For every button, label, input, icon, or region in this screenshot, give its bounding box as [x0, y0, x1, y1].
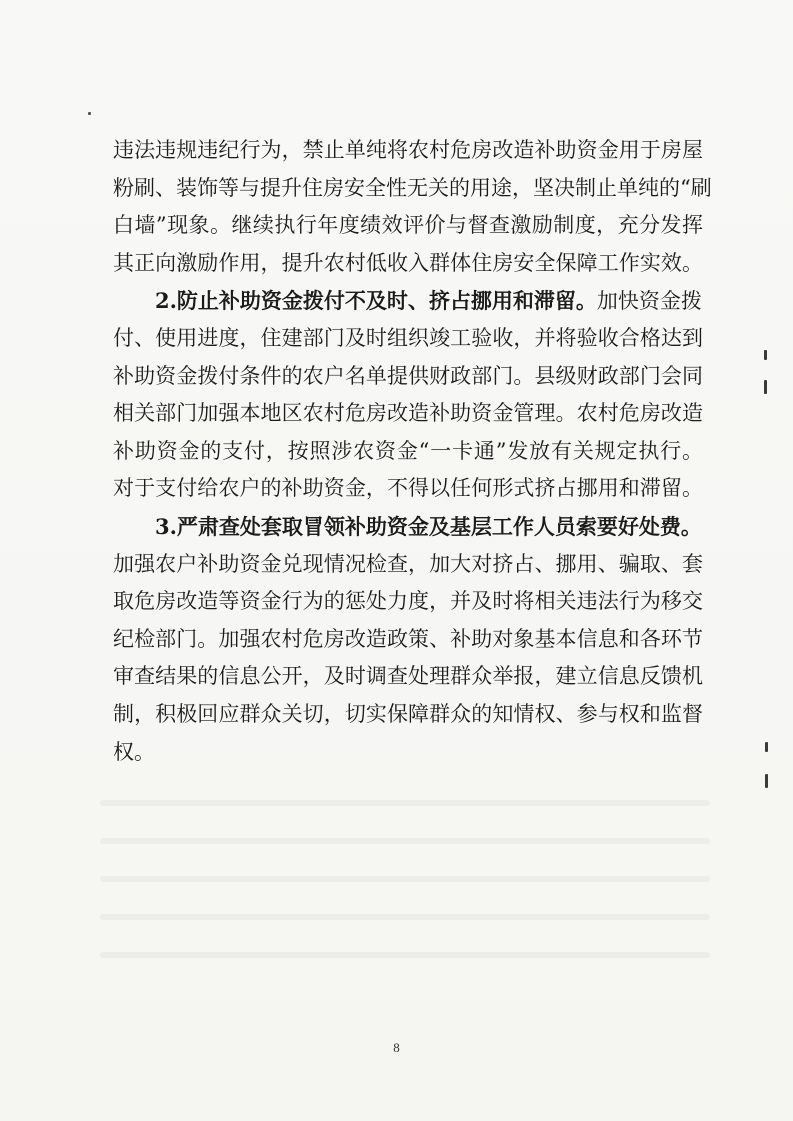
scan-speck: [88, 112, 91, 115]
show-through-mark: [100, 914, 710, 920]
section-2-first-line: [113, 282, 703, 320]
paragraph-line: 其正向激励作用，提升农村低收入群体住房安全保障工作实效。: [113, 250, 703, 275]
section-2-heading-tail: 加快资金拨: [596, 289, 702, 314]
show-through-mark: [100, 952, 710, 958]
paragraph-line: 纪检部门。加强农村危房改造政策、补助对象基本信息和各环节: [113, 626, 703, 651]
section-2-heading: 2.防止补助资金拨付不及时、挤占挪用和滞留。: [155, 288, 597, 314]
binding-hole-mark: [764, 380, 767, 394]
paragraph-line: 加强农户补助资金兑现情况检查，加大对挤占、挪用、骗取、套: [113, 551, 703, 576]
binding-hole-mark: [765, 774, 768, 788]
paragraph-line: 付、使用进度，住建部门及时组织竣工验收，并将验收合格达到: [113, 325, 703, 350]
paragraph-line: 白墙”现象。继续执行年度绩效评价与督查激励制度，充分发挥: [113, 213, 703, 238]
show-through-mark: [100, 838, 710, 844]
binding-hole-mark: [764, 350, 767, 360]
paragraph-line: 取危房改造等资金行为的惩处力度，并及时将相关违法行为移交: [113, 589, 703, 614]
paragraph-line: 审查结果的信息公开，及时调查处理群众举报，建立信息反馈机: [113, 664, 703, 689]
page-number: 8: [393, 1040, 400, 1055]
paragraph-line: 相关部门加强本地区农村危房改造补助资金管理。农村危房改造: [113, 401, 703, 426]
body-text: [113, 132, 712, 771]
binding-hole-mark: [765, 742, 768, 752]
show-through-mark: [100, 876, 710, 882]
paragraph-line: 对于支付给农户的补助资金，不得以任何形式挤占挪用和滞留。: [113, 476, 703, 501]
paragraph-line: 补助资金的支付，按照涉农资金“一卡通”发放有关规定执行。: [113, 438, 703, 463]
paragraph-line: 违法违规违纪行为，禁止单纯将农村危房改造补助资金用于房屋: [113, 138, 703, 162]
paragraph-line: 权。: [113, 739, 155, 764]
paragraph-line: 制，积极回应群众关切，切实保障群众的知情权、参与权和监督: [113, 701, 703, 726]
show-through-mark: [100, 800, 710, 806]
paragraph-line: 补助资金拨付条件的农户名单提供财政部门。县级财政部门会同: [113, 363, 703, 388]
section-3-heading: 3.严肃查处套取冒领补助资金及基层工作人员索要好处费。: [155, 513, 702, 539]
paragraph-line: 粉刷、装饰等与提升住房安全性无关的用途，坚决制止单纯的“刷: [113, 175, 712, 200]
